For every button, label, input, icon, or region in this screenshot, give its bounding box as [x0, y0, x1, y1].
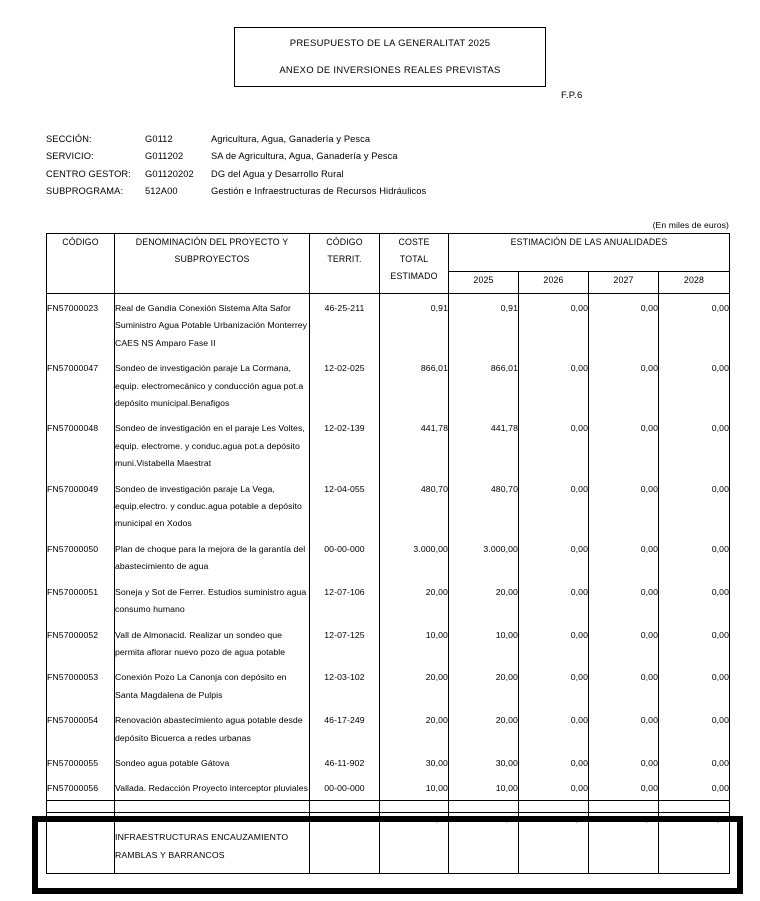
column-header-denominacion-line1: DENOMINACIÓN DEL PROYECTO Y — [135, 237, 289, 247]
table-row — [47, 663, 730, 706]
cell-year-2026: 0,00 — [519, 414, 589, 474]
table-row — [47, 706, 730, 749]
cell-coste-total: 20,00 — [380, 578, 449, 621]
cell-year-2027: 0,00 — [589, 475, 659, 535]
cell-denominacion: Sondeo de investigación paraje La Vega, equip.electro. y conduc.agua potable a depósito municipal en Xodos — [115, 475, 310, 535]
table-row — [47, 578, 730, 621]
cell-year-2025: 30,00 — [449, 749, 519, 774]
cell-year-2028: 0,00 — [659, 414, 730, 474]
column-header-codigo-territ-line1: CÓDIGO — [326, 237, 363, 247]
units-note: (En miles de euros) — [652, 220, 729, 230]
table-row — [47, 414, 730, 474]
cell-year-2026: 28.694,69 — [519, 800, 589, 873]
cell-coste-total: 62.357,88 — [380, 800, 449, 873]
cell-coste-total: 441,78 — [380, 414, 449, 474]
cell-codigo: FN57000055 — [47, 749, 115, 774]
cell-codigo: FN57000051 — [47, 578, 115, 621]
cell-coste-total: 30,00 — [380, 749, 449, 774]
cell-year-2028: 0,00 — [659, 663, 730, 706]
cell-denominacion: Conexión Pozo La Canonja con depósito en Santa Magdalena de Pulpis — [115, 663, 310, 706]
metadata-description: DG del Agua y Desarrollo Rural — [211, 168, 344, 179]
cell-year-2025: 20,00 — [449, 578, 519, 621]
cell-denominacion: Sondeo agua potable Gátova — [115, 749, 310, 774]
metadata-code: G011202 — [145, 151, 184, 162]
metadata-description: Agricultura, Agua, Ganadería y Pesca — [211, 133, 371, 144]
cell-denominacion: Renovación abastecimiento agua potable desde depósito Bicuerca a redes urbanas — [115, 706, 310, 749]
cell-year-2026: 0,00 — [519, 663, 589, 706]
cell-denominacion: Vall de Almonacid. Realizar un sondeo que permita aflorar nuevo pozo de agua potable — [115, 621, 310, 664]
cell-year-2027: 0,00 — [589, 663, 659, 706]
table-body-bottom-rule — [46, 812, 729, 813]
cell-codigo: FN57000023 — [47, 294, 115, 355]
cell-codigo-territ: 46-25-211 — [310, 294, 380, 355]
cell-year-2028: 0,00 — [659, 621, 730, 664]
table-row — [47, 621, 730, 664]
cell-year-2025: 23.636,51 — [449, 800, 519, 873]
column-header-anualidades: ESTIMACIÓN DE LAS ANUALIDADES — [449, 234, 730, 272]
cell-year-2025: 866,01 — [449, 354, 519, 414]
cell-codigo: FN57000050 — [47, 535, 115, 578]
cell-codigo: FN57000047 — [47, 354, 115, 414]
metadata-label: SECCIÓN: — [46, 133, 92, 144]
cell-codigo-territ: 12-02-025 — [310, 354, 380, 414]
cell-codigo-territ: 12-02-139 — [310, 414, 380, 474]
metadata-row-seccion — [46, 130, 546, 148]
cell-denominacion: Soneja y Sot de Ferrer. Estudios suministro agua consumo humano — [115, 578, 310, 621]
table-row — [47, 354, 730, 414]
table-body — [47, 294, 730, 874]
cell-denominacion: Sondeo de investigación en el paraje Les Voltes, equip. electrome. y conduc.agua pot.a depósito muni.Vistabella Maestrat — [115, 414, 310, 474]
table-row — [47, 535, 730, 578]
cell-denominacion: Plan de choque para la mejora de la garantía del abastecimiento de agua — [115, 535, 310, 578]
cell-year-2025: 3.000,00 — [449, 535, 519, 578]
metadata-row-servicio — [46, 148, 546, 166]
cell-year-2028: 0,00 — [659, 475, 730, 535]
cell-codigo: FN57000052 — [47, 621, 115, 664]
cell-codigo-territ: 12-07-125 — [310, 621, 380, 664]
cell-year-2026: 0,00 — [519, 535, 589, 578]
metadata-label: SUBPROGRAMA: — [46, 186, 124, 197]
cell-year-2026: 0,00 — [519, 475, 589, 535]
column-header-codigo-territ — [310, 234, 380, 294]
metadata-code: 512A00 — [145, 186, 178, 197]
cell-codigo-territ: 46-17-249 — [310, 706, 380, 749]
table-row — [47, 749, 730, 774]
column-header-year-2026: 2026 — [519, 272, 589, 294]
cell-year-2025: 441,78 — [449, 414, 519, 474]
document-title-box — [234, 27, 546, 87]
form-code-label: F.P.6 — [561, 90, 583, 101]
cell-year-2025: 10,00 — [449, 774, 519, 800]
table-header-row-main — [47, 234, 730, 272]
column-header-codigo: CÓDIGO — [47, 234, 115, 294]
cell-coste-total: 10,00 — [380, 621, 449, 664]
cell-year-2028: 0,00 — [659, 354, 730, 414]
cell-year-2027: 0,00 — [589, 414, 659, 474]
cell-coste-total: 866,01 — [380, 354, 449, 414]
cell-year-2028: 0,00 — [659, 535, 730, 578]
cell-codigo: FN57000049 — [47, 475, 115, 535]
cell-coste-total: 0,91 — [380, 294, 449, 355]
column-header-coste-total — [380, 234, 449, 294]
cell-codigo-territ: 00-00-000 — [310, 535, 380, 578]
cell-year-2027: 0,00 — [589, 706, 659, 749]
cell-year-2028: 0,00 — [659, 294, 730, 355]
cell-year-2027: 0,00 — [589, 774, 659, 800]
table-row — [47, 294, 730, 355]
cell-coste-total: 480,70 — [380, 475, 449, 535]
cell-codigo: FN57000056 — [47, 774, 115, 800]
cell-coste-total: 3.000,00 — [380, 535, 449, 578]
cell-year-2027: 0,00 — [589, 749, 659, 774]
cell-year-2027: 0,00 — [589, 578, 659, 621]
cell-codigo-territ: 12-04-055 — [310, 475, 380, 535]
cell-year-2027: 0,00 — [589, 621, 659, 664]
cell-codigo-territ: 12-03-102 — [310, 663, 380, 706]
cell-codigo: FN57000054 — [47, 706, 115, 749]
column-header-codigo-territ-line2: TERRIT. — [327, 254, 362, 264]
cell-year-2026: 0,00 — [519, 354, 589, 414]
cell-denominacion: NUEVAS INFRAESTRUCTURAS INFRAESTRUCTURAS ENCAUZAMIENTO RAMBLAS Y BARRANCOS — [115, 800, 310, 873]
column-header-coste-line3: ESTIMADO — [390, 271, 438, 281]
cell-year-2027: 10.026,68 — [589, 800, 659, 873]
cell-year-2026: 0,00 — [519, 621, 589, 664]
cell-denominacion: Vallada. Redacción Proyecto interceptor pluviales — [115, 774, 310, 800]
cell-year-2027: 0,00 — [589, 354, 659, 414]
column-header-year-2025: 2025 — [449, 272, 519, 294]
investments-table — [46, 233, 730, 874]
cell-year-2025: 20,00 — [449, 706, 519, 749]
column-header-year-2028: 2028 — [659, 272, 730, 294]
cell-codigo: FN57000053 — [47, 663, 115, 706]
cell-year-2028: 0,00 — [659, 800, 730, 873]
metadata-description: Gestión e Infraestructuras de Recursos Hidráulicos — [211, 186, 427, 197]
cell-denominacion: Real de Gandía Conexión Sistema Alta Safor Suministro Agua Potable Urbanización Monterrey CAES NS Amparo Fase II — [115, 294, 310, 355]
document-title-secondary: ANEXO DE INVERSIONES REALES PREVISTAS — [279, 65, 501, 76]
cell-coste-total: 20,00 — [380, 663, 449, 706]
cell-year-2026: 0,00 — [519, 749, 589, 774]
cell-year-2026: 0,00 — [519, 706, 589, 749]
cell-year-2025: 20,00 — [449, 663, 519, 706]
metadata-label: SERVICIO: — [46, 151, 94, 162]
cell-year-2027: 0,00 — [589, 535, 659, 578]
cell-year-2028: 0,00 — [659, 774, 730, 800]
cell-codigo-territ: 00-00-000 — [310, 774, 380, 800]
metadata-row-subprograma — [46, 183, 546, 201]
investments-table-container — [46, 233, 729, 874]
cell-year-2028: 0,00 — [659, 749, 730, 774]
document-metadata — [46, 130, 546, 200]
column-header-denominacion — [115, 234, 310, 294]
table-header — [47, 234, 730, 294]
column-header-denominacion-line2: SUBPROYECTOS — [174, 254, 250, 264]
cell-year-2025: 10,00 — [449, 621, 519, 664]
metadata-label: CENTRO GESTOR: — [46, 168, 131, 179]
table-row — [47, 774, 730, 800]
cell-year-2026: 0,00 — [519, 774, 589, 800]
cell-year-2028: 0,00 — [659, 578, 730, 621]
metadata-code: G0112 — [145, 133, 173, 144]
cell-coste-total: 20,00 — [380, 706, 449, 749]
cell-year-2028: 0,00 — [659, 706, 730, 749]
cell-year-2027: 0,00 — [589, 294, 659, 355]
metadata-row-centro-gestor — [46, 165, 546, 183]
cell-coste-total: 10,00 — [380, 774, 449, 800]
column-header-coste-line2: TOTAL — [399, 254, 429, 264]
cell-year-2025: 0,91 — [449, 294, 519, 355]
metadata-code: G01120202 — [145, 168, 194, 179]
column-header-year-2027: 2027 — [589, 272, 659, 294]
cell-year-2026: 0,00 — [519, 294, 589, 355]
cell-year-2026: 0,00 — [519, 578, 589, 621]
table-row — [47, 475, 730, 535]
column-header-coste-line1: COSTE — [398, 237, 430, 247]
cell-codigo: FN57000048 — [47, 414, 115, 474]
metadata-description: SA de Agricultura, Agua, Ganadería y Pesca — [211, 151, 398, 162]
cell-year-2025: 480,70 — [449, 475, 519, 535]
document-title-primary: PRESUPUESTO DE LA GENERALITAT 2025 — [289, 38, 491, 49]
cell-codigo-territ: 12-07-106 — [310, 578, 380, 621]
cell-codigo: FN580 — [47, 800, 115, 873]
cell-codigo-territ: 46-11-902 — [310, 749, 380, 774]
cell-denominacion: Sondeo de investigación paraje La Cormana, equip. electromecánico y conducción agua pot.a depósito municipal.Benafigos — [115, 354, 310, 414]
